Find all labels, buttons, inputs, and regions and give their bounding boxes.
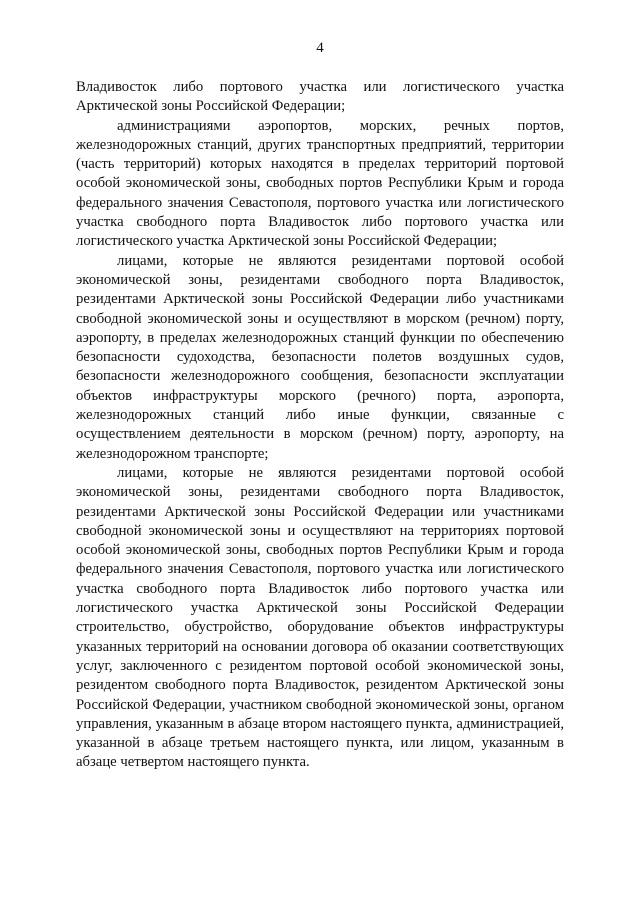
paragraph-continuation: Владивосток либо портового участка или логистического участка Арктической зоны Российской Федерации; [76,79,564,115]
page-number: 4 [316,40,324,56]
paragraph-administrations: администрациями аэропортов, морских, речных портов, железнодорожных станций, других транспортных предприятий, территории (часть территорий) которых находятся в пределах территорий портовой особой экономической зоны, свободных портов Республики Крым и города федерального значения Севастополя, портового участка или логистического участка свободного порта Владивосток либо портового участка или логистического участка Арктической зоны Российской Федерации; [76,117,564,250]
paragraph-safety-functions: лицами, которые не являются резидентами портовой особой экономической зоны, резидентами свободного порта Владивосток, резидентами Арктической зоны Российской Федерации либо участниками свободной экономической зоны и осуществляют в морском (речном) порту, аэропорту, в пределах железнодорожных станций функции по обеспечению безопасности судоходства, безопасности полетов воздушных судов, безопасности железнодорожного сообщения, безопасности эксплуатации объектов инфраструктуры морского (речного) порта, аэропорта, железнодорожных станций либо иные функции, связанные с осуществлением деятельности в морском (речном) порту, аэропорту, на железнодорожном транспорте; [76,252,564,462]
body-text [76,78,564,773]
paragraph-construction: лицами, которые не являются резидентами портовой особой экономической зоны, резидентами свободного порта Владивосток, резидентами Арктической зоны Российской Федерации или участниками свободной экономической зоны и осуществляют на территориях портовой особой экономической зоны, свободных портов Республики Крым и города федерального значения Севастополя, портового участка или логистического участка свободного порта Владивосток либо портового участка или логистического участка Арктической зоны Российской Федерации строительство, обустройство, оборудование объектов инфраструктуры указанных территорий на основании договора об оказании соответствующих услуг, заключенного с резидентом портовой особой экономической зоны, резидентом свободного порта Владивосток, резидентом Арктической зоны Российской Федерации, участником свободной экономической зоны, органом управления, указанным в абзаце втором настоящего пункта, администрацией, указанной в абзаце третьем настоящего пункта, или лицом, указанным в абзаце четвертом настоящего пункта. [76,464,564,771]
